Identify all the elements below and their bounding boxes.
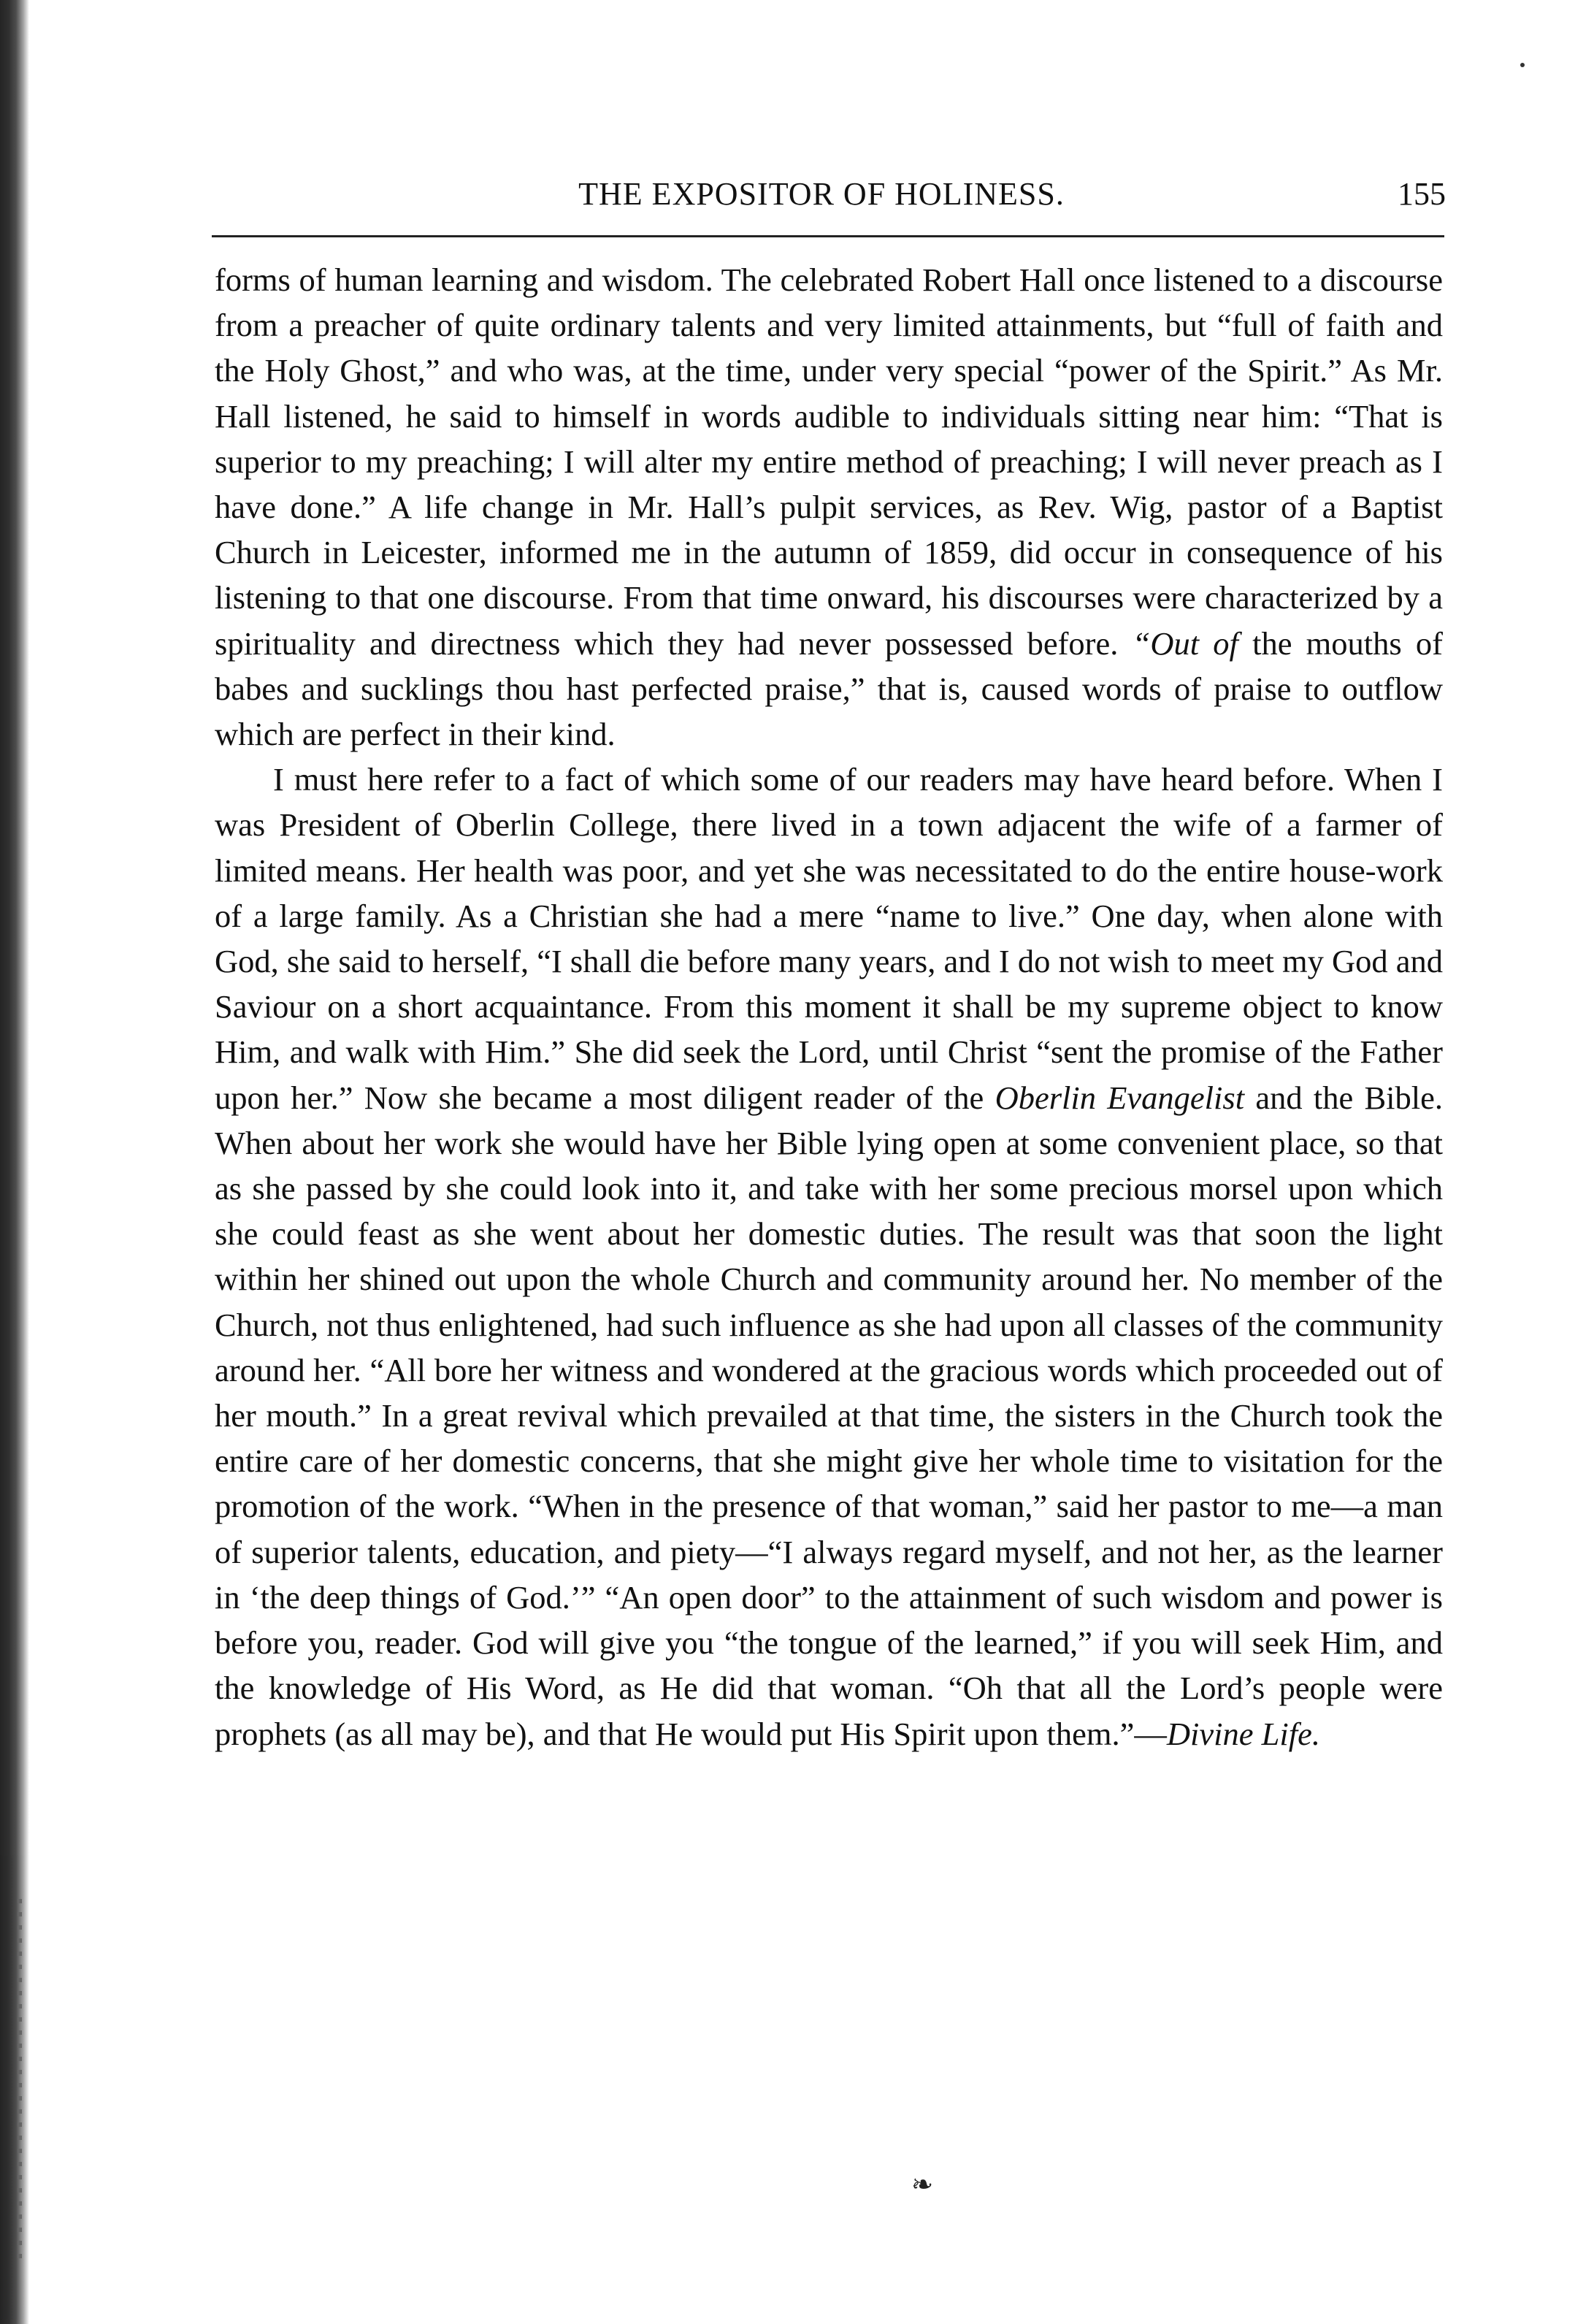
article-body [215, 257, 1443, 1757]
ink-speck [1520, 63, 1525, 67]
text-segment: the mouths of babes and sucklings thou hast perfected praise,” that is, caused words of praise to outflow which are perfect in their kind. [215, 624, 1443, 753]
header-rule [212, 235, 1444, 237]
text-segment: and the Bible. When about her work she would have her Bible lying open at some convenient place, so that as she passed by she could look into it, and take with her some precious morsel upon which she could feast as she went about her domestic duties. The result was that soon the light within her shined out upon the whole Church and community around her. No member of the Church, not thus enlightened, had such influence as she had upon all classes of the community around her. “All bore her witness and wondered at the gracious words which proceeded out of her mouth.” In a great revival which prevailed at that time, the sisters in the Church took the entire care of her domestic concerns, that she might give her whole time to visitation for the promotion of the work. “When in the presence of that woman,” said her pastor to me—a man of superior talents, education, and piety—“I always regard myself, and not her, as the learner in ‘the deep things of God.’” “An open door” to the attainment of such wisdom and power is before you, reader. God will give you “the tongue of the learned,” if you will seek Him, and the knowledge of His Word, as He did that woman. “Oh that all the Lord’s people were prophets (as all may be), and that He would put His Spirit upon them.”— [215, 1079, 1444, 1752]
paragraph-2 [215, 757, 1443, 1756]
book-binding-edge [0, 0, 29, 2324]
text-segment-italic: Oberlin Evangelist [995, 1079, 1245, 1116]
text-segment: I must here refer to a fact of which some of our readers may have heard before. When I was President of Oberlin College, there lived in a town adjacent the wife of a farmer of limited means. Her health was poor, and yet she was necessitated to do the entire house-work of a large family. As a Christian she had a mere “name to live.” One day, when alone with God, she said to herself, “I shall die before many years, and I do not wish to meet my God and Saviour on a short acquaintance. From this moment it shall be my supreme object to know Him, and walk with Him.” She did seek the Lord, until Christ “sent the promise of the Father upon her.” Now she became a most diligent reader of the [215, 761, 1443, 1116]
footer-ornament: ❧ [911, 2170, 934, 2199]
paragraph-1 [215, 257, 1443, 757]
running-title: THE EXPOSITOR OF HOLINESS. [578, 176, 1065, 212]
page-number: 155 [1398, 176, 1446, 212]
text-segment-italic: “Out of [1132, 624, 1238, 662]
page-header [197, 174, 1446, 225]
text-segment-italic: Divine Life. [1166, 1715, 1320, 1752]
text-segment: forms of human learning and wisdom. The celebrated Robert Hall once listened to a discourse from a preacher of quite ordinary talents and very limited attainments, but “full of faith and the Holy Ghost,” and who was, at the time, under very special “power of the Spirit.” As Mr. Hall listened, he said to himself in words audible to individuals sitting near him: “That is superior to my preaching; I will alter my entire method of preaching; I will never preach as I have done.” A life change in Mr. Hall’s pulpit services, as Rev. Wig, pastor of a Baptist Church in Leicester, informed me in the autumn of 1859, did occur in consequence of his listening to that one discourse. From that time onward, his discourses were characterized by a spirituality and directness which they had never possessed before. [215, 261, 1443, 662]
